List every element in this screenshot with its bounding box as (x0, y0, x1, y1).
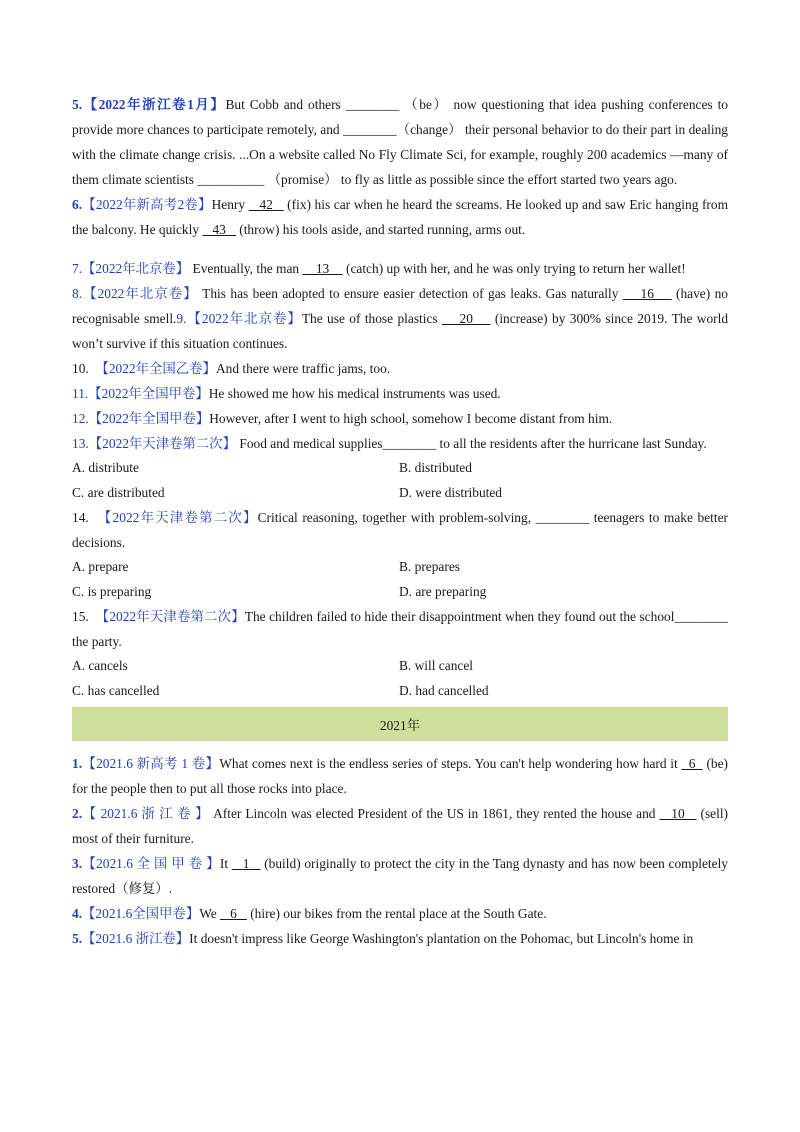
answer-blank[interactable]: 1 (231, 856, 261, 871)
option-b[interactable]: B. prepares (399, 559, 460, 574)
option-a[interactable]: A. cancels (72, 658, 128, 673)
question-2022-14: 14. 【2022年天津卷第二次】Critical reasoning, together with problem-solving, ________ teenagers to make better decisions. (72, 510, 728, 550)
answer-blank[interactable]: 20 (442, 311, 491, 326)
options-q13 (72, 456, 728, 505)
question-2021-2: 2.【 2021.6 浙 江 卷 】 After Lincoln was elected President of the US in 1861, they rented the house and 10 (sell) most of their furniture. (72, 806, 728, 846)
question-2021-4: 4.【2021.6全国甲卷】We 6 (hire) our bikes from the rental place at the South Gate. (72, 906, 547, 921)
options-q14 (72, 555, 728, 604)
section-header-2021 (72, 707, 728, 741)
option-b[interactable]: B. distributed (399, 460, 472, 475)
option-d[interactable]: D. had cancelled (399, 682, 489, 698)
question-2022-13: 13.【2022年天津卷第二次】 Food and medical supplies________ to all the residents after the hurricane last Sunday. (72, 436, 707, 451)
question-2021-5: 5.【2021.6 浙江卷】It doesn't impress like George Washington's plantation on the Pohomac, but Lincoln's home in (72, 931, 694, 946)
answer-blank[interactable]: 43 (202, 222, 236, 237)
answer-blank[interactable]: 6 (681, 756, 703, 771)
question-2022-6: 6.【2022年新高考2卷】Henry 42 (fix) his car when he heard the screams. He looked up and saw Eric hanging from the balcony. He quickly 43 (throw) his tools aside, and started running, arms out. (72, 197, 729, 237)
question-2022-8-9: 8.【2022年北京卷】 This has been adopted to ensure easier detection of gas leaks. Gas naturally 16 (have) no recognisable smell.9.【2022年北京卷】The use of those plastics 20 (increase) by 300% since 2019. The world won’t survive if this situation continues. (72, 286, 729, 351)
question-2021-1: 1.【2021.6 新高考 1 卷】What comes next is the endless series of steps. You can't help wondering how hard it 6 (be) for the people then to put all those rocks into place. (72, 756, 728, 796)
answer-blank[interactable]: ________ (535, 510, 590, 525)
answer-blank[interactable]: 10 (659, 806, 697, 821)
question-2022-10: 10. 【2022年全国乙卷】And there were traffic jams, too. (72, 361, 391, 376)
question-2022-12: 12.【2022年全国甲卷】However, after I went to high school, somehow I become distant from him. (72, 411, 613, 426)
answer-blank[interactable]: ________ (382, 436, 437, 451)
option-c[interactable]: C. has cancelled (72, 682, 160, 698)
answer-blank[interactable]: __________ (197, 172, 265, 187)
question-2022-7: 7.【2022年北京卷】 Eventually, the man 13 (catch) up with her, and he was only trying to return her wallet! (72, 261, 686, 276)
answer-blank[interactable]: 6 (220, 906, 247, 921)
answer-blank[interactable]: ________ (343, 122, 397, 137)
answer-blank[interactable]: 42 (248, 197, 284, 212)
option-c[interactable]: C. is preparing (72, 583, 152, 599)
option-a[interactable]: A. prepare (72, 559, 129, 574)
options-q15 (72, 654, 728, 703)
option-b[interactable]: B. will cancel (399, 658, 473, 673)
question-2022-11: 11.【2022年全国甲卷】He showed me how his medical instruments was used. (72, 386, 501, 401)
question-2022-15: 15. 【2022年天津卷第二次】The children failed to hide their disappointment when they found out the school________ the party. (72, 609, 728, 649)
question-2022-5: 5.【2022年浙江卷1月】But Cobb and others ________ （be） now questioning that idea pushing conferences to provide more chances to participate remotely, and ________（change） their personal behavior to do their part in dealing with the climate change crisis. ...On a website called No Fly Climate Sci, for example, roughly 200 academics —many of them climate scientists __________ （promise） to fly as little as possible since the effort started two years ago. (72, 97, 729, 187)
section-title: 2021年 (379, 717, 421, 733)
question-2021-3: 3.【2021.6 全 国 甲 卷 】It 1 (build) originally to protect the city in the Tang dynasty and has now been completely restored（修复）. (72, 856, 729, 896)
answer-blank[interactable]: 16 (622, 286, 672, 301)
worksheet-page (72, 92, 728, 951)
option-d[interactable]: D. are preparing (399, 583, 487, 599)
answer-blank[interactable]: ________ (345, 97, 400, 112)
answer-blank[interactable]: ________ (674, 609, 728, 624)
answer-blank[interactable]: 13 (302, 261, 343, 276)
option-c[interactable]: C. are distributed (72, 484, 165, 500)
option-d[interactable]: D. were distributed (399, 484, 503, 500)
option-a[interactable]: A. distribute (72, 460, 139, 475)
